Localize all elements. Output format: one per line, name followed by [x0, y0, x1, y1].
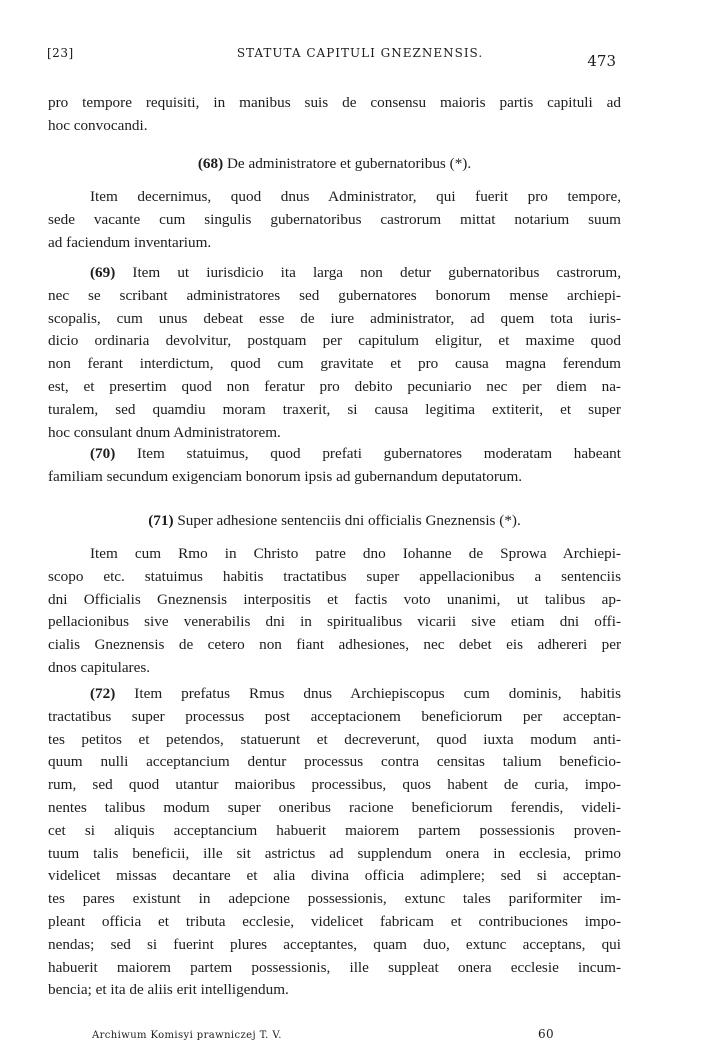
text-line: cialis Gneznensis de cetero non fiant adhesiones, nec debet eis adhereri per	[48, 636, 621, 654]
section-number: (69)	[90, 264, 116, 281]
text-fragment: Item prefatus Rmus dnus Archiepiscopus cum dominis, habitis	[134, 685, 622, 702]
section-72-body	[48, 683, 621, 1002]
text-line: pellacionibus sive venerabilis dni in spiritualibus vicarii sive etiam dni offi-	[48, 613, 621, 631]
text-line: pro tempore requisiti, in manibus suis de consensu maioris partis capituli ad	[48, 94, 621, 111]
text-line: turalem, sed quamdiu moram traxerit, si causa legitima extiterit, et super	[48, 400, 621, 418]
section-title: Super adhesione sentenciis dni officialis Gneznensis (*).	[177, 512, 521, 529]
text-line: familiam secundum exigenciam bonorum ipsis ad gubernandum deputatorum.	[48, 467, 523, 485]
section-title: De administratore et gubernatoribus (*).	[226, 155, 472, 172]
text-fragment: Item statuimus, quod prefati gubernatores moderatam habeant	[137, 445, 621, 462]
header-section-marker: [23]	[47, 46, 74, 60]
text-line: videlicet missas decantare et alia divina officia adimplere; sed si acceptan-	[48, 867, 621, 885]
text-line: tuum talis beneficii, ille sit astrictus ad supplendum onera in ecclesia, primo	[48, 844, 621, 862]
text-line: hoc consulant dnum Administratorem.	[48, 423, 281, 441]
text-line: dicio ordinaria devolvitur, postquam per capitulum eligitur, et maxime quod	[48, 332, 621, 350]
text-line: non ferant interdictum, quod cum gravitate et pro causa magna ferendum	[48, 355, 621, 373]
text-line: Item cum Rmo in Christo patre dno Iohanne de Sprowa Archiepi-	[90, 545, 621, 562]
text-line: rum, sed quod utantur maioribus processibus, quos habent de curia, impo-	[48, 776, 621, 794]
section-71-body	[48, 543, 621, 680]
section-68-body	[48, 186, 621, 254]
text-line: Item decernimus, quod dnus Administrator, qui fuerit pro tempore,	[90, 188, 621, 205]
text-line: nec se scribant administratores sed gubernatores bonorum mense archiepi-	[48, 286, 621, 304]
text-line: sede vacante cum singulis gubernatoribus castrorum mittat notarium suum	[48, 210, 621, 228]
text-line: tes petitos et petendos, statuerunt et decreverunt, quod iuxta modum anti-	[48, 730, 621, 748]
text-line: est, et presertim quod non feratur pro debito pecuniario nec per diem na-	[48, 377, 621, 395]
text-line: ad faciendum inventarium.	[48, 233, 212, 251]
text-line: dni Officialis Gneznensis interpositis et factis voto unanimi, ut talibus ap-	[48, 590, 621, 608]
running-title: STATUTA CAPITULI GNEZNENSIS.	[236, 46, 484, 60]
text-line: bencia; et ita de aliis erit intelligendum.	[48, 981, 289, 999]
text-line: quum nulli acceptancium dentur processus contra censitas talium beneficio-	[48, 753, 621, 771]
footer-source: Archiwum Komisyi prawniczej T. V.	[92, 1030, 282, 1041]
section-71-heading	[48, 512, 621, 530]
intro-paragraph	[48, 92, 621, 138]
section-68-heading	[48, 155, 621, 173]
text-line: tractatibus super processus post acceptacionem beneficiorum per acceptan-	[48, 707, 621, 725]
section-number: (72)	[90, 685, 116, 702]
section-number: (68)	[197, 155, 224, 172]
text-line	[48, 443, 621, 466]
text-line: nendas; sed si fuerint plures acceptantes, quam duo, extunc acceptans, qui	[48, 935, 621, 953]
page-number: 473	[587, 52, 616, 70]
text-line: hoc convocandi.	[48, 116, 148, 134]
text-line: habuerit maiorem partem possessionis, ille suppleat onera ecclesie incum-	[48, 958, 621, 976]
section-number: (71)	[148, 512, 174, 529]
text-line: scopalis, cum unus debeat esse de iure administrator, ad quem tota iuris-	[48, 309, 621, 327]
text-line: nentes talibus modum super oneribus racione beneficiorum ferendis, videli-	[48, 798, 621, 816]
text-line	[48, 683, 621, 706]
text-line: dnos capitulares.	[48, 658, 151, 676]
section-70-body	[48, 443, 621, 489]
signature-number: 60	[538, 1027, 555, 1041]
text-line: pleant officia et tributa ecclesie, videlicet fabricam et contribuciones impo-	[48, 912, 621, 930]
text-line: tes pares existunt in adepcione possessionis, extunc tales pariformiter im-	[48, 890, 621, 908]
section-number: (70)	[90, 445, 116, 462]
text-line: cet si aliquis acceptancium habuerit maiorem partem possessionis proven-	[48, 821, 621, 839]
text-line	[48, 262, 621, 285]
text-line: scopo etc. statuimus habitis tractatibus super appellacionibus a sentenciis	[48, 567, 621, 585]
text-fragment: Item ut iurisdicio ita larga non detur gubernatoribus castrorum,	[132, 264, 622, 281]
section-69-body	[48, 262, 621, 444]
